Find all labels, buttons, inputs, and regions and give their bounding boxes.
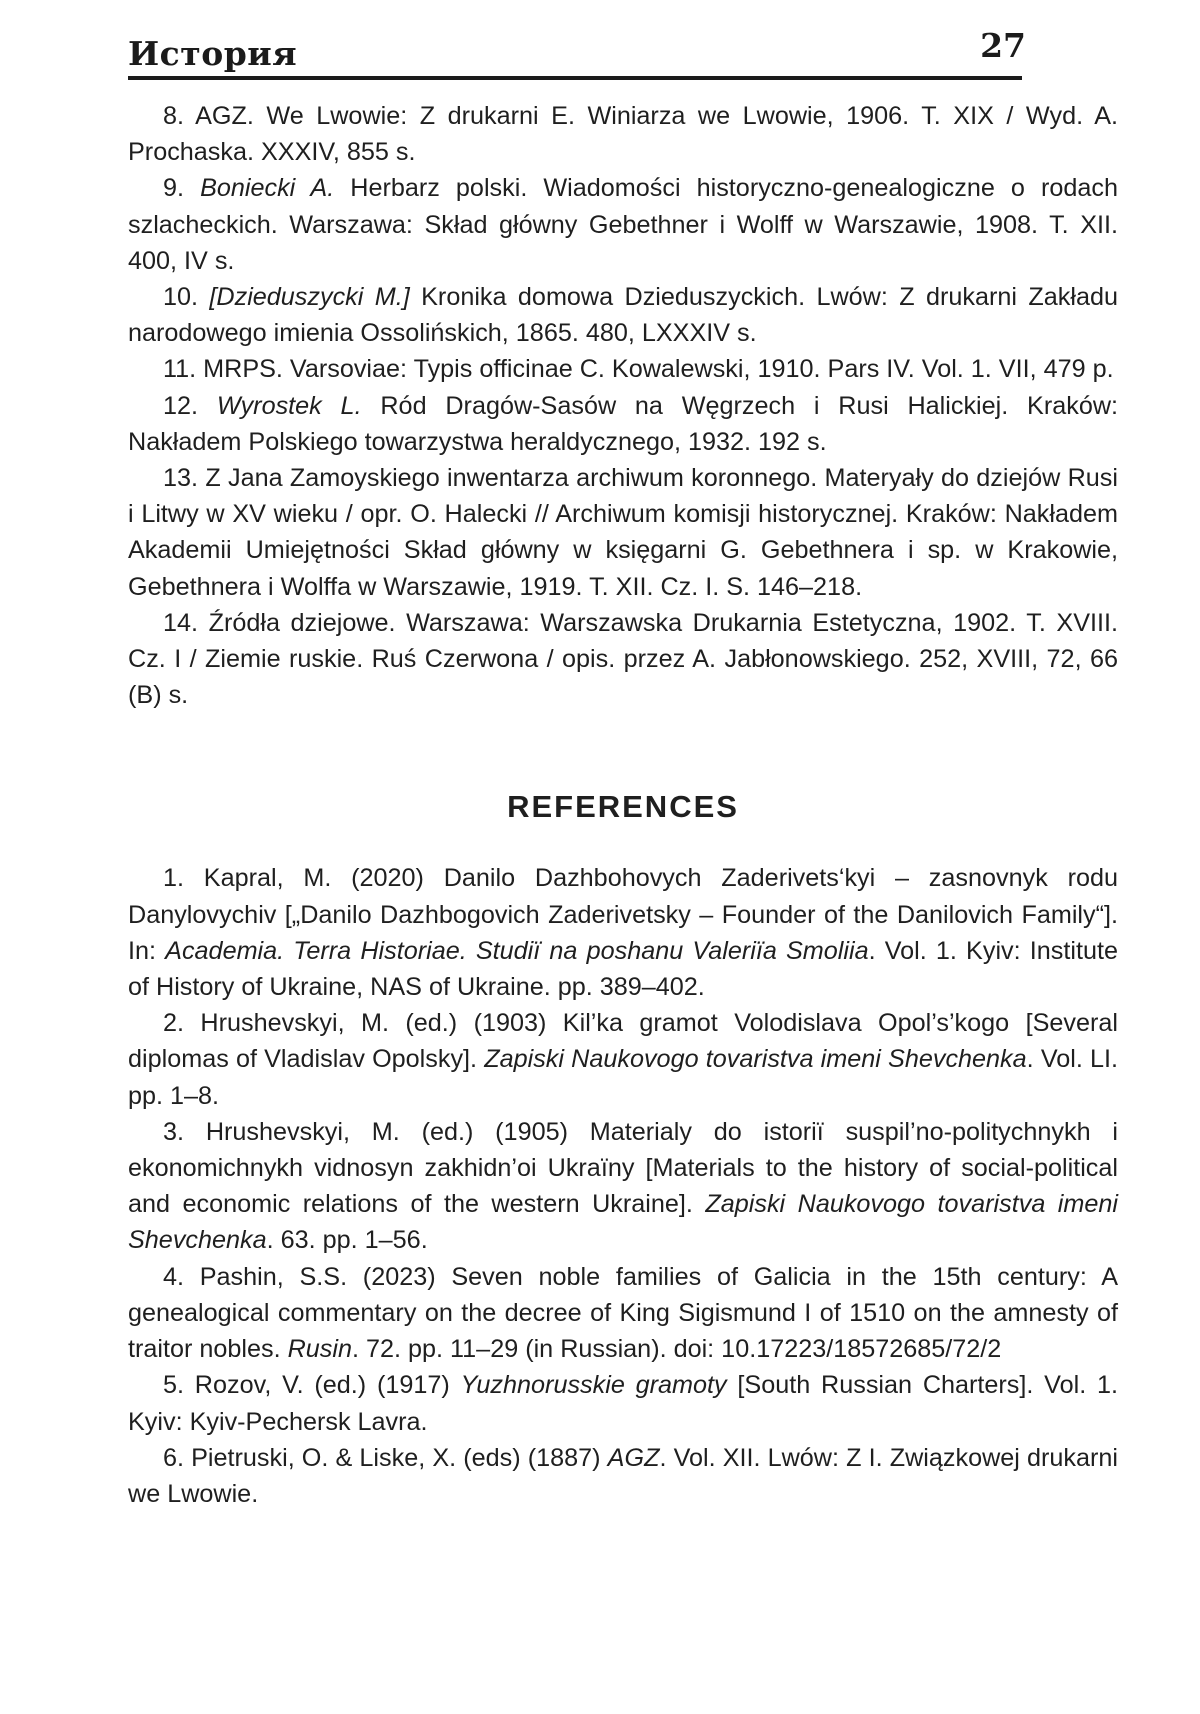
entry-text: 11. MRPS. Varsoviae: Typis officinae C. Kowalewski, 1910. Pars IV. Vol. 1. VII, 479 p. [163,355,1114,384]
entry-text: 13. Z Jana Zamoyskiego inwentarza archiwum koronnego. Materyały do dziejów Rusi i Litwy w XV wieku / opr. O. Halecki // Archiwum komisji historycznej. Kraków: Nakładem Akademii Umiejętności Skład główny w księgarni G. Gebethnera i sp. w Krakowie, Gebethnera i Wolffa w Warszawie, 1919. T. XII. Cz. I. S. 146–218. [128,464,1118,601]
source-entry [128,351,1118,387]
source-entry [128,279,1118,351]
entry-italic-text: Rusin [287,1335,353,1364]
source-entry [128,98,1118,170]
references-heading: REFERENCES [507,789,739,825]
section-title: История [128,34,298,73]
entry-text: 6. Pietruski, O. & Liske, X. (eds) (1887) [163,1443,608,1472]
entry-text: 8. AGZ. We Lwowie: Z drukarni E. Winiarza we Lwowie, 1906. T. XIX / Wyd. A. Prochaska. XXXIV, 855 s. [128,102,1118,167]
entry-text: 3. Hrushevskyi, M. (ed.) (1905) Materialy do istoriï suspil’no-politychnykh i ekonomichnykh vidnosyn zakhidn’oi Ukraïny [Materials to the history of social-political and economic relations of the western Ukraine]. [128,1117,1118,1219]
reference-entry [128,1259,1118,1368]
entry-italic-text: Wyrostek L. [216,391,362,420]
entry-italic-text: AGZ [607,1443,660,1472]
entry-italic-text: Academia. Terra Historiae. Studiï na poshanu Valeriïa Smoliia [165,936,869,965]
running-head [128,22,1026,82]
entry-italic-text: Yuzhnorusskie gramoty [460,1371,727,1400]
entry-italic-text: [Dzieduszycki M.] [209,283,410,312]
entry-text: [South Russian Charters]. Vol. 1. Kyiv: Kyiv-Pechersk Lavra. [128,1371,1118,1436]
reference-entry [128,1440,1118,1512]
entry-italic-text: Boniecki A. [200,174,335,203]
entry-text: . Vol. LI. pp. 1–8. [128,1045,1118,1110]
entry-text: . 72. pp. 11–29 (in Russian). doi: 10.17223/18572685/72/2 [352,1335,1002,1364]
entry-text: Ród Dragów-Sasów na Węgrzech i Rusi Halickiej. Kraków: Nakładem Polskiego towarzystwa heraldycznego, 1932. 192 s. [128,391,1119,456]
page-number: 27 [980,26,1026,65]
references-list [128,860,1118,1512]
entry-text: Kronika domowa Dzieduszyckich. Lwów: Z drukarni Zakładu narodowego imienia Ossolińskich, 1865. 480, LXXXIV s. [128,283,1119,348]
entry-text: 10. [163,283,210,312]
entry-text: . Vol. 1. Kyiv: Institute of History of Ukraine, NAS of Ukraine. pp. 389–402. [128,936,1118,1002]
reference-entry [128,1367,1118,1439]
source-entry [128,170,1118,279]
entry-text: . Vol. XII. Lwów: Z I. Związkowej drukarni we Lwowie. [128,1443,1118,1508]
entry-text: Herbarz polski. Wiadomości historyczno-genealogiczne o rodach szlacheckich. Warszawa: Skład główny Gebethner i Wolff w Warszawie, 1908. T. XII. 400, IV s. [128,174,1118,275]
header-rule [128,76,1022,80]
entry-text: 1. Kapral, M. (2020) Danilo Dazhbohovych Zaderivets‘kyi – zasnovnyk rodu Danylovychiv [„Danilo Dazhbogovich Zaderivetsky – Founder of the Danilovich Family“]. In: [128,864,1118,965]
entry-italic-text: Zapiski Naukovogo tovaristva imeni Shevchenka [128,1190,1118,1255]
entry-text: 4. Pashin, S.S. (2023) Seven noble families of Galicia in the 15th century: A genealogical commentary on the decree of King Sigismund I of 1510 on the amnesty of traitor nobles. [128,1262,1118,1364]
entry-text: . 63. pp. 1–56. [266,1226,428,1255]
entry-text: 9. [163,174,201,203]
source-entry [128,605,1118,714]
sources-list [128,98,1118,713]
reference-entry [128,1114,1118,1259]
source-entry [128,460,1118,605]
reference-entry [128,1005,1118,1114]
source-entry [128,388,1118,460]
entry-text: 2. Hrushevskyi, M. (ed.) (1903) Kil’ka gramot Volodislava Opol’s’kogo [Several diplomas of Vladislav Opolsky]. [128,1009,1118,1074]
entry-italic-text: Zapiski Naukovogo tovaristva imeni Shevchenka [484,1045,1027,1074]
entry-text: 5. Rozov, V. (ed.) (1917) [163,1371,461,1400]
content [128,98,1118,1512]
entry-text: 14. Źródła dziejowe. Warszawa: Warszawska Drukarnia Estetyczna, 1902. T. XVIII. Cz. I / Ziemie ruskie. Ruś Czerwona / opis. przez A. Jabłonowskiego. 252, XVIII, 72, 66 (B) s. [128,608,1118,710]
entry-text: 12. [163,391,217,420]
reference-entry [128,860,1118,1005]
